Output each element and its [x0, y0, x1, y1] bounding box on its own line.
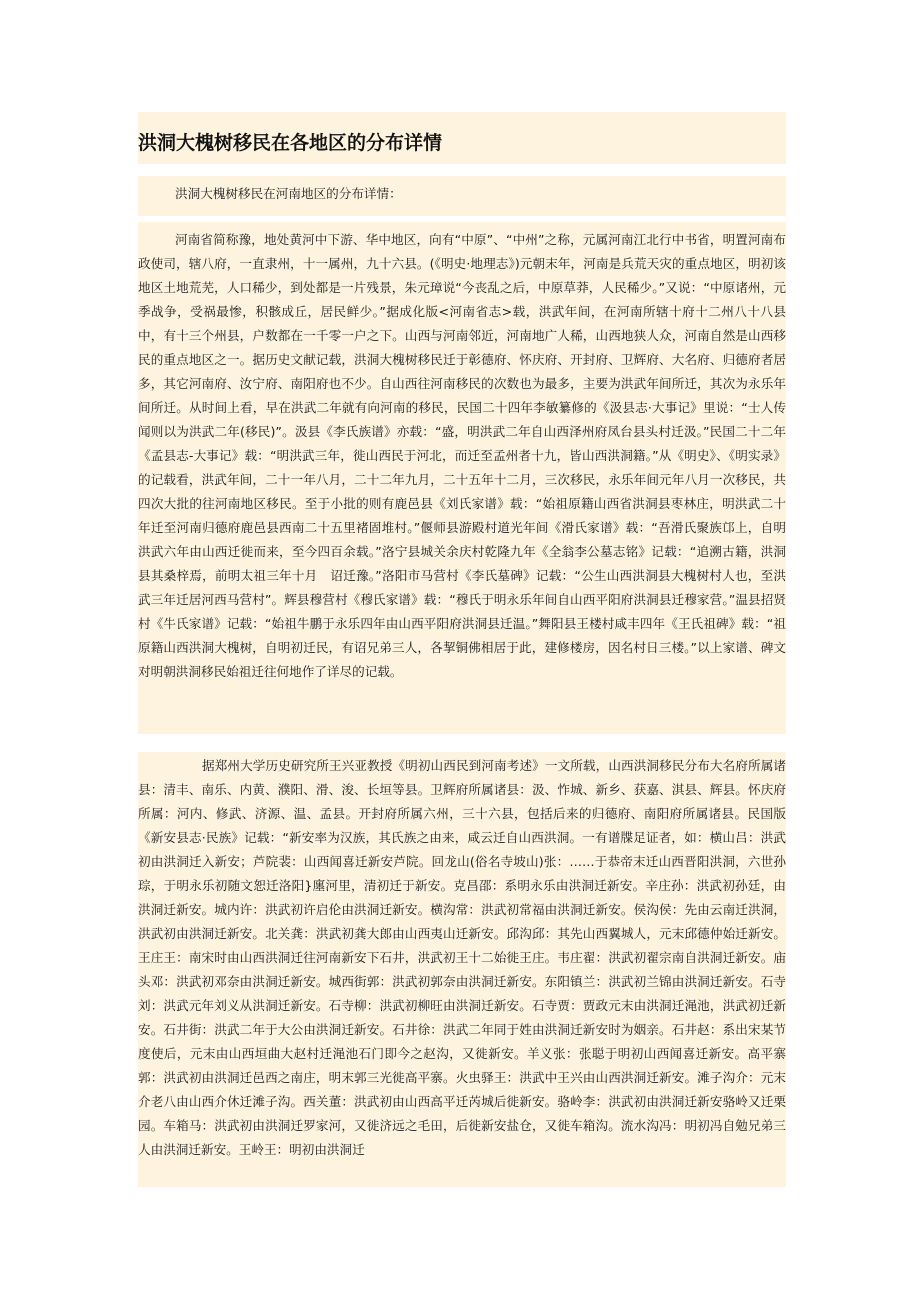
paragraph-henan-overview [138, 222, 786, 734]
doc-title: 洪洞大槐树移民在各地区的分布详情 [138, 112, 786, 164]
paragraph-1-text: 河南省简称豫，地处黄河中下游、华中地区，向有“中原”、“中州”之称，元属河南江北行中书省，明置河南布政使司，辖八府，一直隶州，十一属州，九十六县。(《明史·地理志》)元朝末年，河南是兵荒天灾的重点地区，明初该地区土地荒芜，人口稀少，到处都是一片残景，朱元璋说“今丧乱之后，中原草莽，人民稀少。”又说：“中原诸州，元季战争，受祸最惨，积骸成丘，居民鲜少。”据成化版<河南省志>载，洪武年间，在河南所辖十府十二州八十八县中，有十三个州县，户数都在一千零一户之下。山西与河南邻近，河南地广人稀，山西地狭人众，河南自然是山西移民的重点地区之一。据历史文献记载，洪洞大槐树移民迁于彰德府、怀庆府、开封府、卫辉府、大名府、归德府者居多，其它河南府、汝宁府、南阳府也不少。自山西往河南移民的次数也为最多，主要为洪武年间所迁，其次为永乐年间所迁。从时间上看，早在洪武二年就有向河南的移民，民国二十四年李敏纂修的《汲县志·大事记》里说：“士人传闻则以为洪武二年(移民)”。汲县《李氏族谱》亦载：“盛，明洪武二年自山西泽州府凤台县头村迁汲。”民国二十二年《孟县志-大事记》载：“明洪武三年，徙山西民于河北，而迁至孟州者十九，皆山西洪洞籍。”从《明史》、《明实录》的记载看，洪武年间，二十一年八月，二十二年九月，二十五年十二月，三次移民，永乐年间元年八月一次移民，共四次大批的往河南地区移民。至于小批的则有鹿邑县《刘氏家谱》载：“始祖原籍山西省洪洞县枣林庄，明洪武二十年迁至河南归德府鹿邑县西南二十五里褚固堆村。”偃师县游殿村道光年间《滑氏家谱》载：“吾滑氏聚族邙上，自明洪武六年由山西迁徙而来，至今四百余载。”洛宁县城关余庆村乾隆九年《全翁李公墓志铭》记载：“追溯古籍，洪洞县其桑梓焉，前明太祖三年十月 诏迁豫。”洛阳市马营村《李氏墓碑》记载：“公生山西洪洞县大槐树村人也，至洪武三年迁居河西马营村”。辉县穆营村《穆氏家谱》载：“穆氏于明永乐年间自山西平阳府洪洞县迁穆家营。”温县招贤村《牛氏家谱》记载：“始祖牛鹏于永乐四年由山西平阳府洪洞县迁温。”舞阳县王楼村咸丰四年《王氏祖碑》载：“祖原籍山西洪洞大槐树，自明初迁民，有诏兄弟三人，各挈铜佛相居于此，建修楼房，因名村日三楼。”以上家谱、碑文对明朝洪洞移民始祖迁往何地作了详尽的记载。 [138, 232, 786, 679]
subheading-text: 洪洞大槐树移民在河南地区的分布详情： [175, 186, 402, 201]
paragraph-2-text: 据郑州大学历史研究所王兴亚教授《明初山西民到河南考述》一文所载，山西洪洞移民分布大名府所属诸县：清丰、南乐、内黄、濮阳、滑、浚、长垣等县。卫辉府所属诸县：汲、怍城、新乡、获嘉、淇县、辉县。怀庆府所属：河内、修武、济源、温、孟县。开封府所属六州，三十六县，包括后来的归德府、南阳府所属诸县。民国版《新安县志·民族》记载：“新安率为汉族，其氏族之由来，咸云迁自山西洪洞。一有谱牒足证者，如：横山吕：洪武初由洪洞迁入新安；芦院裴：山西闻喜迁新安芦院。回龙山(俗名寺坡山)张：……于恭帝末迁山西晋阳洪洞，六世孙琮，于明永乐初随文恕迁洛阳}廛河里，清初迁于新安。克昌邵：系明永乐由洪洞迁新安。辛庄孙：洪武初孙廷，由洪洞迁新安。城内许：洪武初许启伦由洪洞迁新安。横沟常：洪武初常福由洪洞迁新安。侯沟侯：先由云南迁洪洞，洪武初由洪洞迁新安。北关龚：洪武初龚大郎由山西夷山迁新安。邱沟邱：其先山西翼城人，元末邱德仲始迁新安。王庄王：南宋时由山西洪洞迁往河南新安下石井，洪武初王十二始徙王庄。韦庄翟：洪武初翟宗南自洪洞迁新安。庙头邓：洪武初邓奈由洪洞迁新安。城西街郭：洪武初郭奈由洪洞迁新安。东阳镇兰：洪武初兰锦由洪洞迁新安。石寺刘：洪武元年刘义从洪洞迁新安。石寺柳：洪武初柳旺由洪洞迁新安。石寺贾：贾政元末由洪洞迁渑池，洪武初迁新安。石井街：洪武二年于大公由洪洞迁新安。石井徐：洪武二年同于姓由洪洞迁新安时为姻亲。石井赵：系出宋某节度使后，元末由山西垣曲大赵村迁渑池石门即今之赵沟，又徙新安。羊义张：张聪于明初山西闻喜迁新安。高平寨郭：洪武初由洪洞迁邑西之南庄，明末郭三光徙高平寨。火虫驿王：洪武中王兴由山西洪洞迁新安。滩子沟介：元末介老八由山西介休迁滩子沟。西关董：洪武初由山西高平迁芮城后徙新安。骆岭李：洪武初由洪洞迁新安骆岭又迁栗园。车箱马：洪武初由洪洞迁罗家河，又徙济远之毛田，后徙新安盐仓，又徙车箱沟。流水沟冯：明初冯自勉兄弟三人由洪洞迁新安。王岭王：明初由洪洞迁 [138, 758, 786, 1157]
paragraph-xinan-lineages [138, 752, 786, 1187]
doc-subheading [138, 176, 786, 216]
